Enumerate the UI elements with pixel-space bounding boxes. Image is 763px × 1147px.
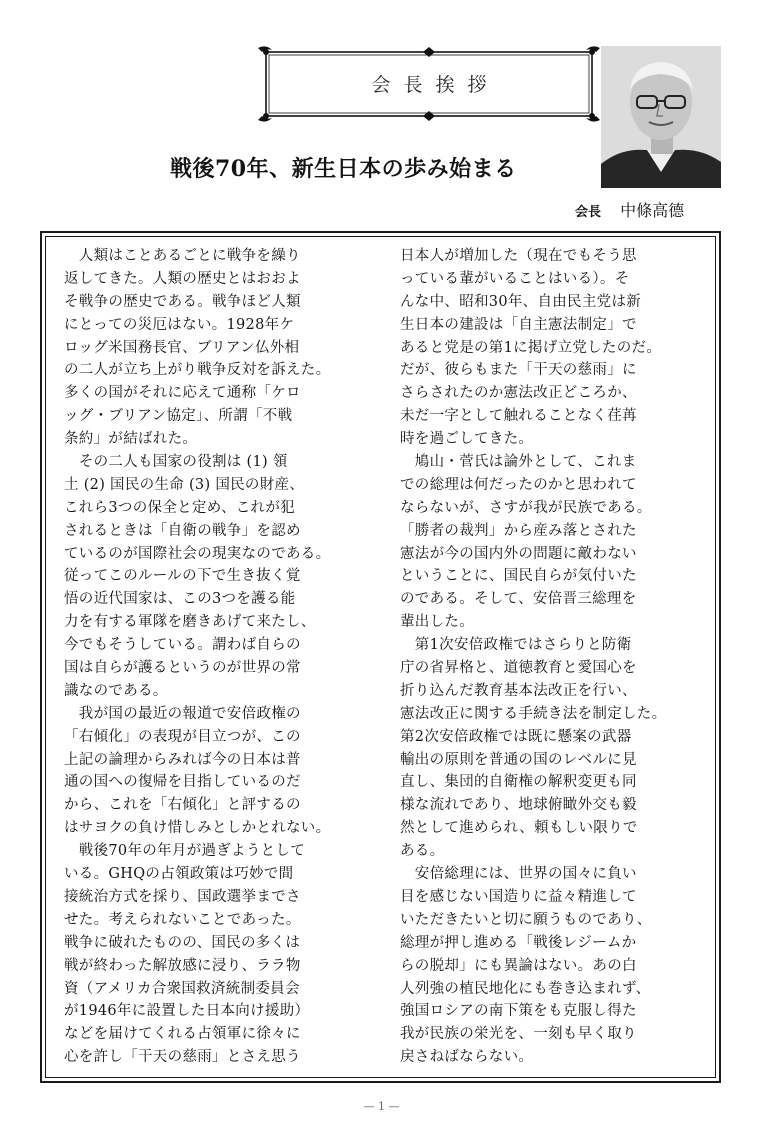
article-text-line: 目を感じない国造りに益々精進して — [400, 888, 637, 905]
author-portrait — [601, 46, 721, 188]
article-text-line: 「勝者の裁判」から産み落とされた — [400, 522, 637, 539]
article-text-line: 総理が押し進める「戦後レジームか — [400, 934, 637, 951]
article-text-line: 心を許し「干天の慈雨」とさえ思う — [64, 1049, 301, 1066]
article-text-line: 今でもそうしている。謂わば自らの — [64, 637, 301, 654]
article-text-line: だが、彼らもまた「干天の慈雨」に — [400, 362, 637, 379]
article-text-line: そ戦争の歴史である。戦争ほど人類 — [64, 293, 301, 310]
article-text-line: 第1次安倍政権ではさらりと防衛 — [400, 637, 632, 654]
article-text-line: 悟の近代国家は、この3つを護る能 — [64, 591, 296, 608]
article-text-line: っている輩がいることはいる）。そ — [400, 270, 630, 287]
article-text-line: されるときは「自衛の戦争」を認め — [64, 522, 301, 539]
article-text-line: 然として進められ、頼もしい限りで — [400, 820, 638, 837]
article-column-right — [400, 245, 698, 1069]
section-title: 会長挨拶 — [371, 74, 500, 96]
article-text-line: はサヨクの負け惜しみとしかとれない。 — [64, 820, 331, 837]
article-text-line: にとっての災厄はない。1928年ケ — [64, 316, 295, 333]
portrait-image — [601, 46, 721, 188]
article-text-line: 条約」が結ばれた。 — [64, 431, 198, 448]
page-number: — 1 — — [363, 1100, 400, 1113]
article-text-line: 憲法が今の国内外の問題に敵わない — [400, 545, 637, 562]
article-text-line: 上記の論理からみれば今の日本は普 — [64, 751, 301, 768]
author-role: 会長 — [575, 205, 602, 220]
article-text-line: 生日本の建設は「自主憲法制定」で — [400, 316, 637, 333]
article-text-line: が1946年に設置した日本向け援助） — [64, 1003, 310, 1020]
article-text-line: 土 (2) 国民の生命 (3) 国民の財産、 — [64, 476, 305, 493]
article-text-line: 輸出の原則を普通の国のレベルに見 — [400, 751, 637, 768]
article-text-line: 戦が終わった解放感に浸り、ララ物 — [64, 957, 301, 974]
article-text-line: 通の国への復帰を目指しているのだ — [64, 774, 301, 791]
article-text-line: 安倍総理には、世界の国々に負い — [400, 866, 637, 883]
author-name: 中條高德 — [620, 201, 685, 220]
article-text-line: での総理は何だったのかと思われて — [400, 476, 637, 493]
article-text-line: 返してきた。人類の歴史とはおおよ — [64, 270, 301, 287]
article-text-line: 庁の省昇格と、道徳教育と愛国心を — [400, 660, 637, 677]
article-text-line: 資（アメリカ合衆国救済統制委員会 — [64, 980, 300, 997]
article-text-line: せた。考えられないことであった。 — [64, 911, 301, 928]
article-text-line: 多くの国がそれに応えて通称「ケロ — [64, 385, 301, 402]
article-text-line: 憲法改正に関する手続き法を制定した。 — [400, 705, 667, 722]
article-text-line: 強国ロシアの南下策をも克服し得た — [400, 1003, 637, 1020]
article-text-line: 戻さねばならない。 — [400, 1049, 534, 1066]
article-text-line: から、これを「右傾化」と評するの — [64, 797, 301, 814]
article-text-line: 第2次安倍政権では既に懸案の武器 — [400, 728, 632, 745]
article-text-line: あると党是の第1に掲げ立党したのだ。 — [400, 339, 662, 356]
article-text-line: 識なのである。 — [64, 682, 168, 699]
article-text-line: 戦争に破れたものの、国民の多くは — [64, 934, 301, 951]
article-column-left — [64, 245, 362, 1069]
article-text-line: いる。GHQの占領政策は巧妙で間 — [64, 866, 294, 883]
article-text-line: いただきたいと切に願うものであり、 — [400, 911, 652, 928]
article-text-line: その二人も国家の役割は (1) 領 — [64, 454, 288, 471]
article-text-line: ならないが、さすが我が民族である。 — [400, 499, 652, 516]
author-byline — [575, 198, 725, 221]
article-text-line: らの脱却」にも異論はない。あの白 — [400, 957, 637, 974]
section-title-frame — [258, 44, 600, 124]
article-text-line: 戦後70年の年月が過ぎようとして — [64, 843, 306, 860]
article-text-line: 未だ一字として触れることなく荏苒 — [400, 408, 637, 425]
article-text-line: などを届けてくれる占領軍に徐々に — [64, 1026, 301, 1043]
article-text-line: の二人が立ち上がり戦争反対を訴えた。 — [64, 362, 331, 379]
article-text-line: ということに、国民自らが気付いた — [400, 568, 637, 585]
article-text-line: 鳩山・菅氏は論外として、これま — [400, 454, 637, 471]
article-text-line: さらされたのか憲法改正どころか、 — [400, 385, 637, 402]
article-text-line: んな中、昭和30年、自由民主党は新 — [400, 293, 642, 310]
article-text-line: 国は自らが護るというのが世界の常 — [64, 660, 301, 677]
article-text-line: 従ってこのルールの下で生き抜く覚 — [64, 568, 301, 585]
article-text-line: 接統治方式を採り、国政選挙までさ — [64, 888, 301, 905]
article-text-line: 人列強の植民地化にも巻き込まれず、 — [400, 980, 651, 997]
article-text-line: 人類はことあるごとに戦争を繰り — [64, 248, 301, 264]
article-text-line: ある。 — [400, 843, 445, 860]
article-text-line: 様な流れであり、地球俯瞰外交も毅 — [400, 797, 637, 814]
article-text-line: 輩出した。 — [400, 614, 474, 631]
article-text-line: ロッグ米国務長官、ブリアン仏外相 — [64, 339, 300, 356]
article-text-line: ているのが国際社会の現実なのである。 — [64, 545, 331, 562]
article-text-line: 日本人が増加した（現在でもそう思 — [400, 248, 637, 264]
article-text-line: 「右傾化」の表現が目立つが、この — [64, 728, 301, 745]
article-text-line: 力を有する軍隊を磨きあげて来たし、 — [64, 614, 316, 631]
article-text-line: のである。そして、安倍晋三総理を — [400, 591, 637, 608]
article-text-line: 折り込んだ教育基本法改正を行い、 — [400, 682, 637, 699]
article-text-line: これら3つの保全と定め、これが犯 — [64, 499, 295, 516]
article-text-line: 我が国の最近の報道で安倍政権の — [64, 705, 301, 722]
article-text-line: 時を過ごしてきた。 — [400, 431, 534, 448]
article-text-line: 我が民族の栄光を、一刻も早く取り — [400, 1026, 637, 1043]
article-text-line: ッグ・ブリアン協定」、所謂「不戦 — [64, 408, 293, 425]
article-headline: 戦後70年、新生日本の歩み始まる — [170, 156, 517, 182]
article-text-line: 直し、集団的自衛権の解釈変更も同 — [400, 774, 637, 791]
